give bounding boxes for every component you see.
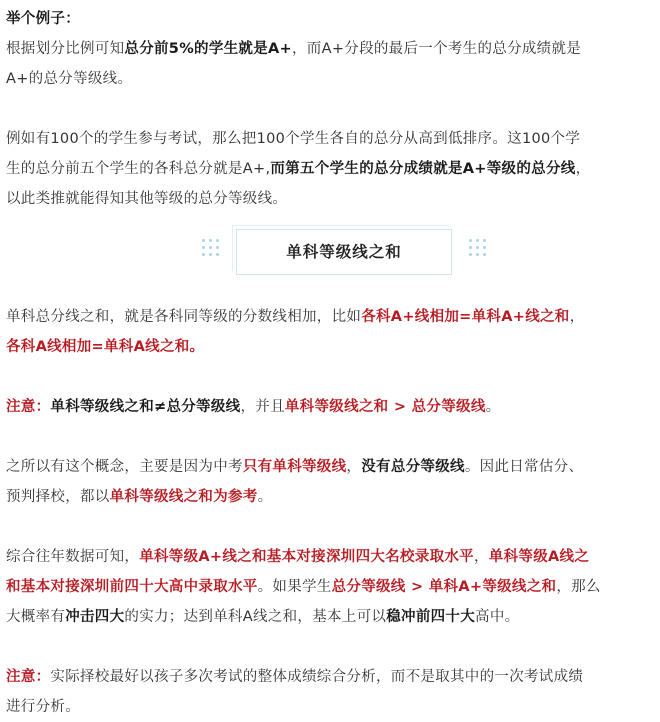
- summary-highlight: 单科等级A线之: [488, 549, 590, 565]
- note1-paragraph: [6, 392, 658, 422]
- intro-text: A+的总分等级线。: [6, 71, 133, 87]
- reason-paragraph: [6, 452, 658, 512]
- definition-highlight: 各科A线相加=单科A线之和。: [6, 339, 205, 355]
- spacer: [6, 362, 658, 392]
- spacer: [6, 512, 658, 542]
- reason-highlight: 只有单科等级线: [242, 459, 347, 475]
- reason-text: 。因此日常估分、: [464, 459, 584, 475]
- reason-text: 预判择校，都以: [6, 489, 110, 505]
- article-body: [6, 4, 658, 722]
- note1-highlight: 单科等级线之和 > 总分等级线: [284, 399, 486, 415]
- summary-text: 。如果学生: [257, 579, 332, 595]
- summary-bold: 稳冲前四十大: [386, 609, 476, 625]
- summary-paragraph: [6, 542, 658, 632]
- example-bold: 而第五个学生的总分成绩就是A+等级的总分线: [270, 161, 576, 177]
- intro-bold: 总分前5%的学生就是A+: [124, 41, 292, 57]
- example-text: 以此类推就能得知其他等级的总分等级线。: [6, 191, 288, 207]
- spacer: [6, 632, 658, 662]
- summary-text: 综合往年数据可知，: [6, 549, 140, 565]
- reason-text: 。: [257, 489, 273, 505]
- definition-paragraph: [6, 302, 658, 362]
- intro-heading: [6, 4, 658, 34]
- example-text: ，: [575, 161, 591, 177]
- note2-text: 进行分析。: [6, 699, 80, 715]
- note1-bold: 单科等级线之和≠总分等级线: [50, 399, 241, 415]
- definition-highlight: 各科A+线相加=单科A+线之和: [361, 309, 570, 325]
- example-text: 生的总分前五个学生的各科总分就是A+,: [6, 161, 271, 177]
- dot-grid-icon: [469, 239, 485, 261]
- reason-bold: 没有总分等级线: [361, 459, 465, 475]
- note2-text: 实际择校最好以孩子多次考试的整体成绩综合分析，而不是取其中的一次考试成绩: [50, 669, 584, 685]
- summary-text: ，那么: [556, 579, 601, 595]
- section-heading: [6, 223, 658, 285]
- summary-text: 高中。: [475, 609, 520, 625]
- summary-highlight: 总分等级线 > 单科A+等级线之和: [331, 579, 557, 595]
- summary-text: 的实力；达到单科A线之和，基本上可以: [124, 609, 387, 625]
- spacer: [6, 94, 658, 124]
- definition-text: ，: [569, 309, 585, 325]
- reason-text: 之所以有这个概念，主要是因为中考: [6, 459, 243, 475]
- intro-text: ，而A+分段的最后一个考生的总分成绩就是: [292, 41, 582, 57]
- summary-text: 大概率有: [6, 609, 66, 625]
- intro-paragraph: [6, 34, 658, 94]
- summary-highlight: 单科等级A+线之和基本对接深圳四大名校录取水平: [139, 549, 474, 565]
- intro-heading-text: 举个例子：: [6, 11, 80, 27]
- note2-paragraph: [6, 662, 658, 722]
- note1-text: ，并且: [240, 399, 285, 415]
- section-title-box: [236, 229, 452, 275]
- example-text: 例如有100个的学生参与考试，那么把100个学生各自的总分从高到低排序。这100个学: [6, 131, 581, 147]
- note1-text: 。: [485, 399, 501, 415]
- note-label: 注意：: [6, 669, 51, 685]
- note-label: 注意：: [6, 399, 51, 415]
- reason-text: ，: [346, 459, 362, 475]
- example-paragraph: [6, 124, 658, 214]
- summary-text: ，: [473, 549, 489, 565]
- spacer: [6, 422, 658, 452]
- summary-bold: 冲击四大: [65, 609, 125, 625]
- section-title: 单科等级线之和: [286, 243, 402, 261]
- reason-highlight: 单科等级线之和为参考: [109, 489, 258, 505]
- summary-highlight: 和基本对接深圳前四十大高中录取水平: [6, 579, 258, 595]
- intro-text: 根据划分比例可知: [6, 41, 125, 57]
- dot-grid-icon: [202, 239, 218, 261]
- definition-text: 单科总分线之和，就是各科同等级的分数线相加，比如: [6, 309, 362, 325]
